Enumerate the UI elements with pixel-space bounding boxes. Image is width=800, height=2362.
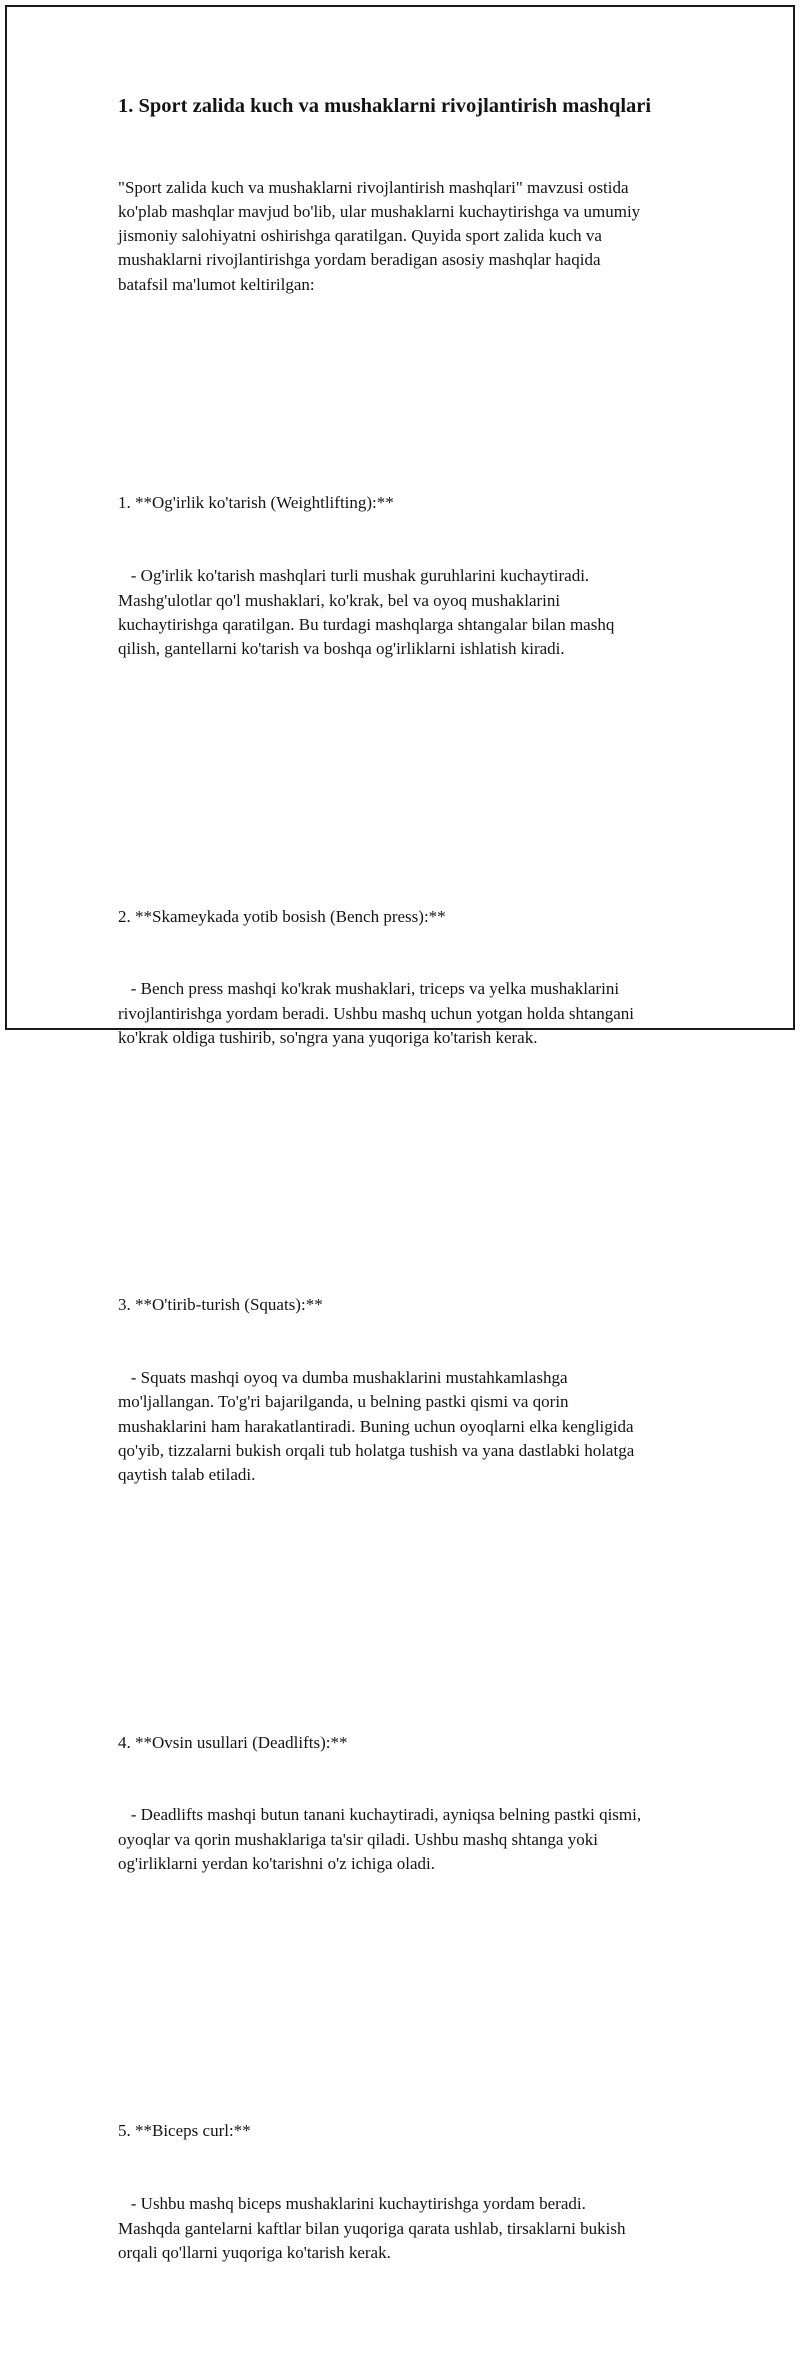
section-text: - Squats mashqi oyoq va dumba mushaklarini mustahkamlashga mo'ljallangan. To'g'ri bajarilganda, u belning pastki qismi va qorin mushaklarini ham harakatlantiradi. Buning uchun oyoqlarni elka kengligida qo'yib, tizzalarni bukish orqali tub holatga tushish va yana dastlabki holatga qaytish talab etiladi. [118,1368,635,1485]
paragraph-gap [118,1147,718,1171]
paragraph-gap [118,346,718,370]
document-content [118,93,718,2362]
section-deadlifts [118,1682,718,1925]
section-text: - Deadlifts mashqi butun tanani kuchaytiradi, ayniqsa belning pastki qismi, oyoqlar va qorin mushaklariga ta'sir qiladi. Ushbu mashq shtanga yoki og'irliklarni yerdan ko'tarishni o'z ichiga oladi. [118,1805,642,1874]
section-heading: 2. **Skameykada yotib bosish (Bench press):** [118,906,446,926]
section-weightlifting [118,443,718,710]
section-text: - Bench press mashqi ko'krak mushaklari, triceps va yelka mushaklarini rivojlantirishga yordam beradi. Ushbu mashq uchun yotgan holda shtangani ko'krak oldiga tushirib, so'ngra yana yuqoriga ko'tarish kerak. [118,979,635,1047]
section-text: - Og'irlik ko'tarish mashqlari turli mushak guruhlarini kuchaytiradi. Mashg'ulotlar qo'l mushaklari, ko'krak, bel va oyoq mushaklarini kuchaytirishga qaratilgan. Bu turdagi mashqlarga shtangalar bilan mashq qilish, gantellarni ko'tarish va boshqa og'irliklarni ishlatish kiradi. [118,566,615,659]
section-heading: 4. **Ovsin usullari (Deadlifts):** [118,1732,348,1752]
paragraph-gap [118,1585,718,1609]
intro-paragraph: "Sport zalida kuch va mushaklarni rivojlantirish mashqlari" mavzusi ostida ko'plab mashqlar mavjud bo'lib, ular mushaklarni kuchaytirishga va umumiy jismoniy salohiyatni oshirishga qaratilgan. Quyida sport zalida kuch va mushaklarni rivojlantirishga yordam beradigan asosiy mashqlar haqida batafsil ma'lumot keltirilgan: [118,177,641,294]
section-squats [118,1245,718,1537]
section-biceps-curl [118,2071,718,2314]
document-title: 1. Sport zalida kuch va mushaklarni rivojlantirish mashqlari [118,95,652,117]
section-heading: 1. **Og'irlik ko'tarish (Weightlifting):** [118,493,394,513]
section-heading: 5. **Biceps curl:** [118,2121,251,2141]
section-text: - Ushbu mashq biceps mushaklarini kuchaytirishga yordam beradi. Mashqda gantelarni kaftlar bilan yuqoriga qarata ushlab, tirsaklarni bukish orqali qo'llarni yuqoriga ko'tarish kerak. [118,2194,626,2262]
section-bench-press [118,856,718,1099]
section-heading: 3. **O'tirib-turish (Squats):** [118,1295,323,1315]
paragraph-gap [118,759,718,783]
paragraph-gap [118,1974,718,1998]
document-body [118,127,718,2362]
